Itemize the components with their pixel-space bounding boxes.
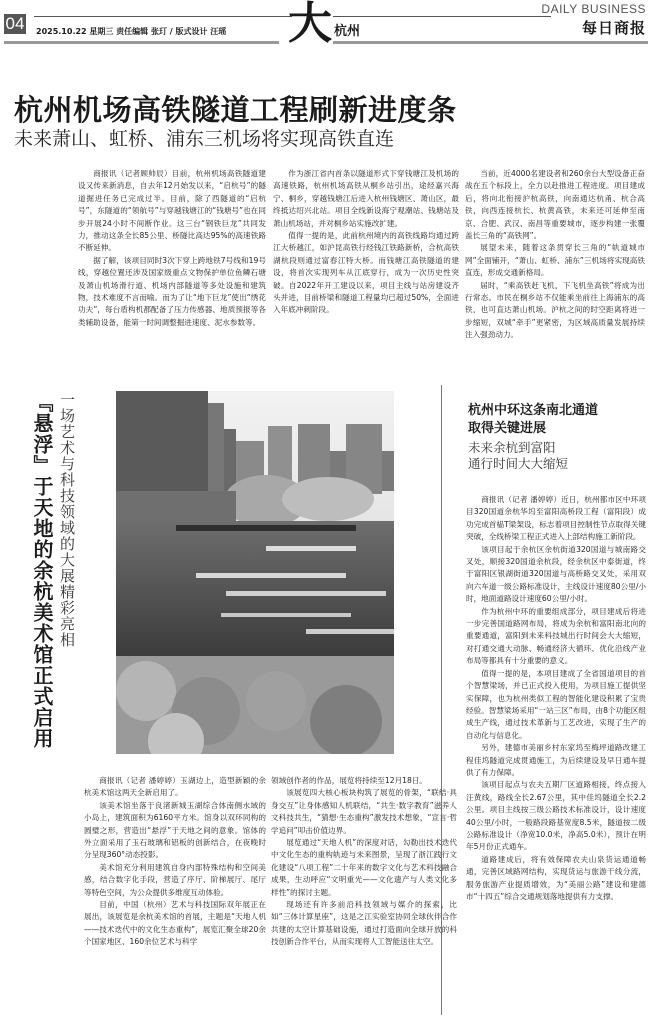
issue-meta: 2025.10.22 星期三 责任编辑 张玎 / 版式设计 汪瑶 — [36, 27, 227, 36]
paragraph: 道路建成后，将有效保障农夫山泉货运通道畅通，完善区域路网结构，实现货运与旅游干线分流，服务旅游产业提质增效，为“美丽公路”建设和建德市“十四五”综合交通规划落地提供有力支撑。 — [466, 854, 646, 901]
museum-story-column-1 — [84, 775, 266, 949]
paragraph: 目前，中国（杭州）艺术与科技国际双年展正在展出，该展览是余杭美术馆的首展，主题是“天地人机——技术迭代中的文化生态重构”，展览汇聚全球20余个国家地区、160余位艺术与科学 — [84, 900, 266, 947]
main-headline: 杭州机场高铁隧道工程刷新进度条 — [14, 93, 457, 127]
page-number: 04 — [5, 14, 25, 33]
side-headline — [468, 402, 598, 438]
side-subhead-line-2: 通行时间大大缩短 — [468, 456, 569, 471]
side-headline-line-2: 取得关键进展 — [468, 421, 547, 436]
main-story-column-1 — [78, 168, 266, 329]
paragraph: 据了解，该项目同时3次下穿上跨地铁7号线和19号线，穿越位置还涉及国家级重点文物保护单位鱼鳞石塘及萧山机场滑行道、机场内部隧道等多处设施和建筑物，技术难度不言而喻。而为了让“地下巨龙”使出“绣花功夫”，每台盾构机都配备了压力传感器、地质预报等各类辅助设备，能第一时间调整掘进速度、泥水参数等。 — [78, 255, 266, 327]
paragraph: 另外，建德市美丽乡村东家坞至梅坪道路改建工程佳坞隧道完成贯通施工，为后续建设及早日通车提供了有力保障。 — [466, 743, 646, 777]
paragraph: 该展览四大核心板块构筑了展览的骨架，“联结·具身交互”让身体感知人机联结，“共生·数字教育”滋养人文科技共生，“猜想·生态重构”激发技术想象，“宣言·哲学追问”叩击价值边界。 — [271, 788, 457, 835]
paragraph: 现场还有许多前沿科技领域与媒介的探索，比如“三体计算星座”，这是之江实验室协同全球伙伴合作共建的太空计算基础设施，通过打造面向全球开放的科技创新合作平台，从而实现将人工智能送往太空。 — [271, 900, 457, 947]
paragraph: 作为浙江省内首条以隧道形式下穿钱塘江及机场的高速铁路，杭州机场高铁从桐乡站引出，途经嘉兴海宁、桐乡，穿越钱塘江后进入杭州钱塘区、萧山区，最终抵达绍兴北站。项目全线新设海宁观潮站、钱塘站及萧山机场站，并对桐乡站实施改扩建。 — [273, 169, 459, 228]
section-name: 杭州 — [334, 24, 361, 39]
side-headline-line-1: 杭州中环这条南北通道 — [468, 403, 599, 418]
paragraph: 商报讯（记者 潘婷婷）近日，杭州都市区中环项目320国道余杭华坞至富阳高桥段工程（富阳段）成功完成首榀T梁架设，标志着项目控制性节点取得关键突破，全线桥梁工程正式进入上部结构施工新阶段。 — [466, 495, 646, 542]
paragraph: 该项目起于余杭区余杭街道320国道与城南路交叉处，顺接320国道余杭段，经余杭区中泰街道，终于富阳区银湖街道320国道与高桥路交叉处，采用双向六车道一级公路标准设计，主线设计速度80公里/小时，地面道路设计速度60公里/小时。 — [466, 544, 646, 604]
header-rule — [34, 16, 292, 17]
section-logo-char: 大 — [288, 0, 332, 49]
paragraph: 该美术馆坐落于良渚新城玉湖综合体南侧水域的小岛上，建筑面积为6160平方米。馆身以双环同构的圆璧之形，营造出“悬浮”于天地之间的意象。馆体的外立面采用了玉石玻璃和铝板的创新结合，在夜晚时分呈现360°动态投影。 — [84, 800, 266, 860]
paragraph: 领域创作者的作品，展览将持续至12月18日。 — [271, 776, 428, 785]
main-story-column-3 — [465, 168, 645, 342]
museum-subhead: 一场艺术与科技领域的大展精彩亮相 — [58, 392, 76, 648]
paragraph: 值得一提的是，此前杭州境内的高铁线路均通过跨江大桥越江，如沪昆高铁行经钱江铁路新桥，合杭高铁湖杭段则通过富春江特大桥。而钱塘江高铁隧道的建设，将首次实现列车从江底穿行，成为一次历史性突破。自2022年开工建设以来，项目主线与站房建设齐头并进，目前桥梁和隧道工程量均已超过50%，全面进入年底冲刺阶段。 — [273, 231, 459, 315]
side-subhead-line-1: 未来余杭到富阳 — [468, 440, 556, 455]
paragraph: 美术馆充分利用建筑自身内部特殊结构和空间美感，结合数字化手段，营造了序厅、阶梯展厅、尾厅等特色空间，为公众提供多维度互动体验。 — [84, 862, 266, 897]
paragraph: 该项目起点与农夫五期厂区道路相接，终点接入汪黄线，路线全长2.67公里，其中佳坞隧道全长2.2公里。项目主线按三级公路技术标准设计，设计速度40公里/小时，一般路段路基宽度8.5米，隧道按二级公路标准设计（净宽10.0米，净高5.0米），预计在明年5月份正式通车。 — [466, 780, 646, 852]
museum-photo-image — [116, 391, 394, 754]
museum-story-column-2 — [271, 775, 457, 949]
paragraph: 当前，近4000名建设者和260余台大型设备正奋战在五个标段上，全力以赴推进工程进度。项目建成后，将向北衔接沪杭高铁，向南通达杭甬、杭合高铁，向西连接杭长、杭黄高铁，未来还可延伸至南京、合肥、武汉、南昌等重要城市，逐步构建一张覆盖长三角的“高铁网”。 — [465, 169, 645, 241]
header-rule-thick — [333, 41, 648, 44]
side-subhead — [468, 440, 568, 472]
paragraph: 商报讯（记者 潘婷婷）玉湖边上，造型新颖的余杭美术馆这两天全新启用了。 — [84, 776, 266, 798]
paragraph: 值得一提的是，本项目建成了全省国道项目的首个智慧梁场，并已正式投入使用，为项目施工提供坚实保障，也为杭州类似工程的智能化建设积累了宝贵经验。智慧梁场采用“一站三区”布局，由8个功能区组成生产线，通过技术革新与工艺改进，实现了生产的自动化与信息化。 — [466, 668, 646, 740]
paragraph: 展览通过“天地人机”的深度对话，勾勒出技术迭代中文化生态的重构轨迹与未来图景，呈现了浙江践行文化建设“八项工程”二十年来的数字文化与艺术科技融合成果，生动呼应“文明重光——文化遗产与人类文化多样性”的探讨主题。 — [271, 838, 457, 897]
paragraph: 展望未来，随着这条贯穿长三角的“轨道城市网”全面铺开，“萧山、虹桥、浦东”三机场将实现高铁直连，形成交通新格局。 — [465, 243, 645, 278]
paragraph: 商报讯（记者顾帅辰）目前，杭州机场高铁隧道建设又传来新消息，自去年12月始发以来，“启杭号”的隧道掘进任务已完成过半。目前，除了西隧道的“启杭号”，东隧道的“领航号”与穿越钱塘江的“钱塘号”也在同步开展24小时不间断作业。这三台“钢铁巨龙”共同发力，推动这条全长85公里、桥隧比高达95%的高速铁路不断延伸。 — [78, 169, 266, 253]
paragraph: 届时，“乘高铁赶飞机，下飞机坐高铁”将成为出行常态。市民在桐乡站不仅能乘坐前往上海浦东的高铁，也可直达萧山机场。沪杭之间的时空距离将进一步缩短，双城“牵手”更紧密，为区域高质量发展持续注入强劲动力。 — [465, 280, 645, 340]
side-story-body — [466, 494, 646, 903]
header-rule — [333, 16, 551, 17]
museum-photo — [116, 391, 394, 754]
header-rule-thick — [4, 41, 279, 44]
museum-headline: 『悬浮』于天地的余杭美术馆正式启用 — [30, 392, 54, 749]
main-subhead: 未来萧山、虹桥、浦东三机场将实现高铁直连 — [14, 128, 395, 150]
paragraph: 作为杭州中环的重要组成部分，项目建成后将进一步完善国道路网布局，将成为余杭和富阳南北向的重要通道，富阳到未来科技城出行时间会大大缩短，对打通交通大动脉、畅通经济大循环、优化沿线产业布局等都具有十分重要的意义。 — [466, 606, 646, 666]
paper-name-en: DAILY BUSINESS — [541, 2, 646, 16]
main-story-column-2 — [273, 168, 459, 317]
paper-name: 每日商报 — [581, 19, 646, 37]
